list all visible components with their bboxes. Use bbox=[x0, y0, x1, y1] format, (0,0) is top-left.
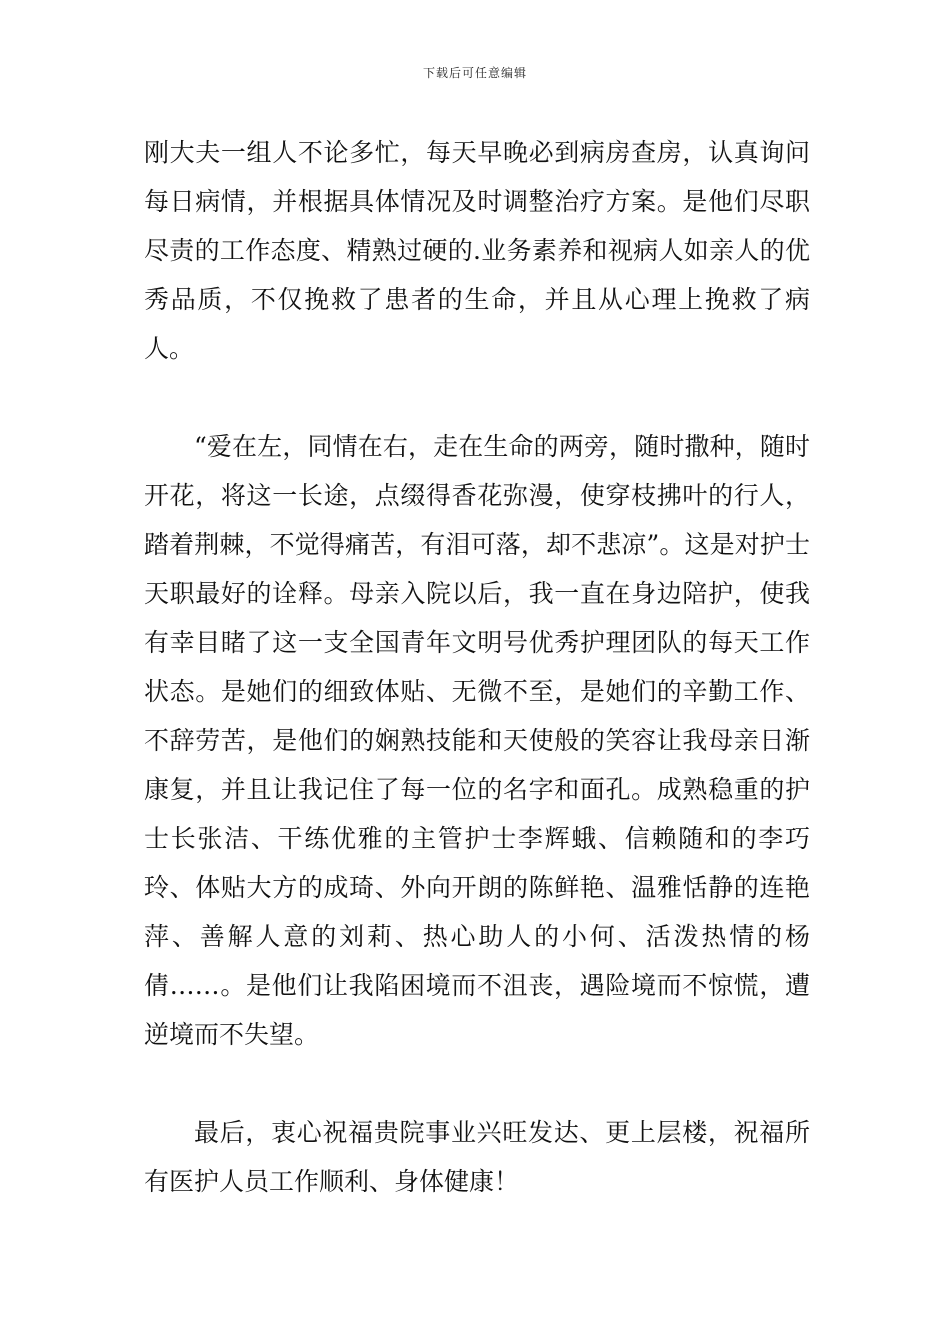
document-body bbox=[144, 128, 810, 1206]
paragraph-spacer bbox=[144, 373, 810, 422]
paragraph-spacer bbox=[144, 1059, 810, 1108]
page-header: 下载后可任意编辑 bbox=[422, 66, 527, 80]
paragraph-closing: 最后，衷心祝福贵院事业兴旺发达、更上层楼，祝福所有医护人员工作顺利、身体健康！ bbox=[144, 1118, 810, 1196]
paragraph-continuation: 刚大夫一组人不论多忙，每天早晚必到病房查房，认真询问每日病情，并根据具体情况及时调整治疗方案。是他们尽职尽责的工作态度、精熟过硬的.业务素养和视病人如亲人的优秀品质，不仅挽救了患者的生命，并且从心理上挽救了病人。 bbox=[144, 138, 810, 363]
paragraph-quote: “爱在左，同情在右，走在生命的两旁，随时撒种，随时开花，将这一长途，点缀得香花弥漫，使穿枝拂叶的行人，踏着荆棘，不觉得痛苦，有泪可落，却不悲凉”。这是对护士天职最好的诠释。母亲入院以后，我一直在身边陪护，使我有幸目睹了这一支全国青年文明号优秀护理团队的每天工作状态。是她们的细致体贴、无微不至，是她们的辛勤工作、不辞劳苦，是他们的娴熟技能和天使般的笑容让我母亲日渐康复，并且让我记住了每一位的名字和面孔。成熟稳重的护士长张洁、干练优雅的主管护士李辉蛾、信赖随和的李巧玲、体贴大方的成琦、外向开朗的陈鲜艳、温雅恬静的连艳萍、善解人意的刘莉、热心助人的小何、活泼热情的杨倩……。是他们让我陷困境而不沮丧，遇险境而不惊慌，遭逆境而不失望。 bbox=[144, 432, 810, 1049]
